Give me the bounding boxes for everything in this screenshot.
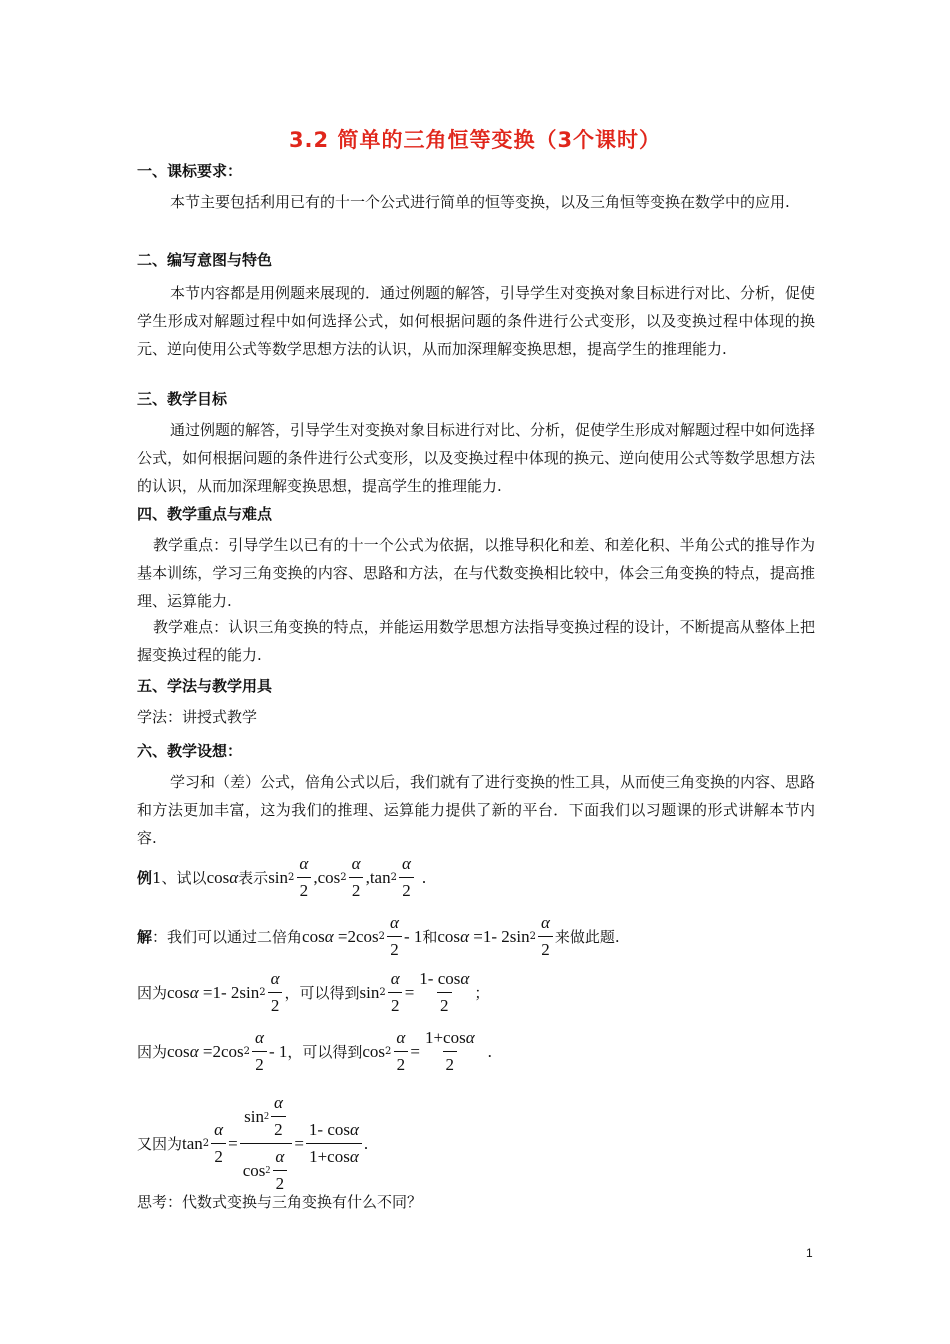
cos-fn: cos [437, 926, 461, 946]
cos-fn: cos [167, 1041, 190, 1061]
get-word: ，可以得到 [287, 1043, 363, 1061]
formula-text: = [410, 1041, 420, 1061]
numerator: 1- cosα [419, 969, 470, 988]
denominator: 2 [211, 1143, 226, 1168]
cos-fn: cos [242, 1160, 266, 1180]
cos-fn: cos [317, 867, 341, 887]
formula-text: = [294, 1133, 304, 1153]
section-text-1: 本节主要包括利用已有的十一个公式进行简单的恒等变换，以及三角恒等变换在数学中的应用. [170, 193, 790, 211]
result-fraction [422, 1027, 478, 1076]
exponent: 2 [379, 987, 386, 998]
page-title: 3.2 简单的三角恒等变换（3个课时） [288, 128, 662, 152]
solution-intro: ：我们可以通过二倍角 [152, 928, 303, 946]
tan-fn: tan [369, 867, 391, 887]
semicolon: ； [474, 984, 490, 1002]
formula-text: =2cos [198, 1041, 244, 1061]
cos-fn: cos [167, 982, 190, 1002]
get-word: ，可以得到 [284, 984, 360, 1002]
half-angle-fraction [296, 853, 311, 902]
period: . [487, 1041, 492, 1061]
cos-fn: cos [362, 1041, 386, 1061]
cos-fn: cos [206, 867, 230, 887]
formula-text: = [228, 1133, 238, 1153]
exponent: 2 [390, 872, 397, 883]
alpha-symbol: α [189, 1041, 199, 1061]
denominator: 2 [271, 1116, 286, 1141]
sin-fn: sin [359, 982, 380, 1002]
period: . [421, 867, 427, 887]
tan-fn: tan [182, 1133, 203, 1153]
sin-fn: sin [244, 1106, 264, 1126]
numerator: α [390, 969, 400, 988]
exponent: 2 [378, 931, 386, 942]
numerator: α [390, 913, 399, 932]
numerator: α [299, 854, 309, 873]
half-angle-fraction [538, 912, 553, 961]
numerator: α [273, 1093, 283, 1112]
numerator: α [351, 854, 361, 873]
because-word: 因为 [137, 984, 168, 1002]
formula-text: = [404, 982, 415, 1002]
half-angle-fraction [388, 968, 403, 1017]
and-word: 和 [422, 928, 438, 946]
half-angle-fraction [399, 853, 414, 902]
exponent: 2 [243, 1046, 250, 1057]
denominator: 2 [268, 992, 283, 1017]
denominator: 2 [443, 1051, 458, 1076]
think-question: 思考：代数式变换与三角变换有什么不同？ [137, 1193, 423, 1211]
exponent: 2 [263, 1110, 269, 1122]
denominator: 2 [297, 877, 312, 902]
result-fraction [306, 1119, 362, 1168]
example-1-line: 例 1、试以 cos α 表示 sin 2 $\frac{\alpha}{2}$ , cos 2 $\frac{\alpha}{2}$ , tan 2 $\frac{\alpha}{2}$ . [137, 854, 427, 900]
exponent: 2 [265, 1164, 271, 1176]
half-angle-fraction [252, 1027, 267, 1076]
denominator: 2 [252, 1051, 267, 1076]
formula-text: =1- 2sin [469, 926, 530, 946]
step-2-line [137, 1027, 492, 1076]
section-heading-1: 一、课标要求： [137, 162, 243, 180]
alpha-symbol: α [229, 867, 239, 887]
step-3-line [137, 1092, 368, 1195]
numerator: 1+cosα [424, 1028, 475, 1047]
section-text-5: 学法：讲授式教学 [137, 708, 258, 726]
exponent: 2 [340, 872, 347, 883]
page-number: 1 [806, 1246, 813, 1260]
numerator [241, 1092, 291, 1143]
exponent: 2 [259, 987, 266, 998]
difficulties-text: 教学难点：认识三角变换的特点，并能运用数学思想方法指导变换过程的设计，不断提高从整体上把握变换过程的能力. [137, 618, 815, 664]
result-fraction [416, 968, 472, 1017]
denominator: 2 [388, 992, 403, 1017]
denominator: 2 [538, 936, 553, 961]
solution-tail: 来做此题. [554, 928, 620, 946]
section-heading-4: 四、教学重点与难点 [137, 505, 273, 523]
denominator: 2 [273, 1170, 288, 1195]
half-angle-fraction [271, 1092, 286, 1141]
half-angle-fraction [268, 968, 283, 1017]
section-heading-2: 二、编写意图与特色 [137, 251, 273, 269]
numerator: α [275, 1147, 285, 1166]
formula-text: =2cos [333, 926, 379, 946]
half-angle-fraction [393, 1027, 408, 1076]
example-label: 例 [137, 869, 153, 887]
numerator: α [270, 969, 280, 988]
denominator: 2 [387, 936, 402, 961]
section-heading-6: 六、教学设想： [137, 742, 243, 760]
section-text-3: 通过例题的解答，引导学生对变换对象目标进行对比、分析，促使学生形成对解题过程中如何选择公式，如何根据问题的条件进行公式变形，以及变换过程中体现的换元、逆向使用公式等数学思想方法的认识，从而加深理解变换思想，提高学生的推理能力. [137, 421, 816, 495]
denominator: 2 [349, 877, 364, 902]
numerator: α [540, 913, 550, 932]
exponent: 2 [529, 931, 536, 942]
numerator: 1- cosα [308, 1120, 359, 1139]
half-angle-fraction [349, 853, 364, 902]
denominator: 2 [394, 1051, 409, 1076]
formula-text: =1- 2sin [198, 982, 260, 1002]
solution-label: 解 [137, 928, 153, 946]
formula-text: - 1 [268, 1041, 288, 1061]
solution-line [137, 912, 620, 961]
period: . [363, 1133, 369, 1153]
key-points-text: 教学重点：引导学生以已有的十一个公式为依据，以推导积化和差、和差化积、半角公式的推导作为基本训练，学习三角变换的内容、思路和方法，在与代数变换相比较中，体会三角变换的特点，提高推理、运算能力. [137, 536, 815, 610]
numerator: α [396, 1028, 406, 1047]
exponent: 2 [385, 1046, 392, 1057]
because-word: 因为 [137, 1043, 168, 1061]
denominator: 2 [437, 992, 452, 1017]
example-intro: 1、试以 [152, 869, 207, 887]
section-heading-5: 五、学法与教学用具 [137, 677, 273, 695]
numerator: α [214, 1120, 224, 1139]
alpha-symbol: α [324, 926, 334, 946]
alpha-symbol: α [460, 926, 469, 946]
exponent: 2 [202, 1138, 210, 1149]
compound-fraction [240, 1092, 293, 1195]
numerator: α [255, 1028, 264, 1047]
half-angle-fraction [211, 1119, 226, 1168]
alpha-symbol: α [189, 982, 199, 1002]
cos-fn: cos [302, 926, 325, 946]
step-1-line [137, 968, 489, 1017]
denominator: 2 [399, 877, 414, 902]
section-heading-3: 三、教学目标 [137, 390, 228, 408]
denominator: 1+cosα [306, 1143, 362, 1168]
sin-fn: sin [268, 867, 289, 887]
half-angle-fraction [387, 912, 402, 961]
formula-text: - 1 [403, 926, 423, 946]
section-text-2: 本节内容都是用例题来展现的．通过例题的解答，引导学生对变换对象目标进行对比、分析，促使学生形成对解题过程中如何选择公式，如何根据问题的条件进行公式变形，以及变换过程中体现的换元、逆向使用公式等数学思想方法的认识，从而加深理解变换思想，提高学生的推理能力. [137, 284, 816, 358]
also-word: 又因为 [137, 1135, 183, 1153]
section-text-6: 学习和（差）公式，倍角公式以后，我们就有了进行变换的性工具，从而使三角变换的内容、思路和方法更加丰富，这为我们的推理、运算能力提供了新的平台．下面我们以习题课的形式讲解本节内容. [137, 773, 816, 847]
example-mid: 表示 [238, 869, 269, 887]
exponent: 2 [288, 872, 295, 883]
numerator: α [401, 854, 411, 873]
